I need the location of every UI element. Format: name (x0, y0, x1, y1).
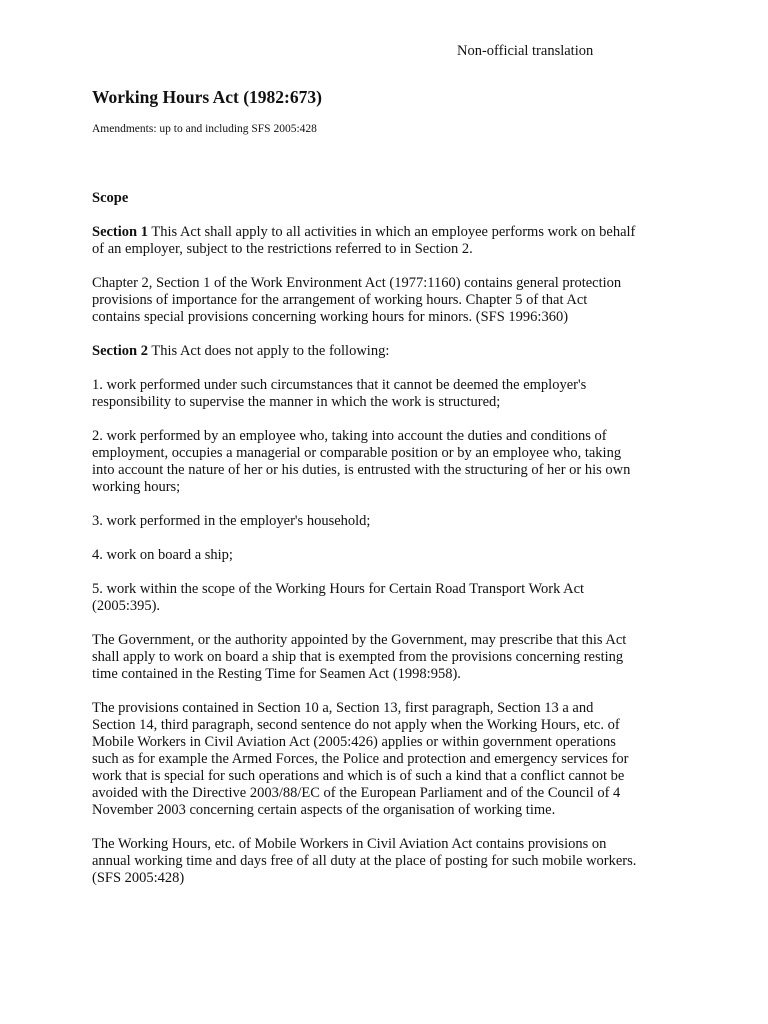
section-1-label: Section 1 (92, 224, 148, 240)
section-1-paragraph (92, 224, 637, 258)
aviation-paragraph: The Working Hours, etc. of Mobile Workers in Civil Aviation Act contains provisions on annual working time and days free of all duty at the place of posting for such mobile workers. (SFS 2005:428) (92, 836, 637, 886)
amendments-note: Amendments: up to and including SFS 2005:428 (92, 123, 317, 135)
government-paragraph: The Government, or the authority appointed by the Government, may prescribe that this Act shall apply to work on board a ship that is exempted from the provisions concerning resting time contained in the Resting Time for Seamen Act (1998:958). (92, 632, 627, 682)
chapter-2-paragraph: Chapter 2, Section 1 of the Work Environment Act (1977:1160) contains general protection provisions of importance for the arrangement of working hours. Chapter 5 of that Act contains special provisions concerning working hours for minors. (SFS 1996:360) (92, 275, 622, 325)
list-item-3: 3. work performed in the employer's household; (92, 513, 371, 529)
list-item-1: 1. work performed under such circumstances that it cannot be deemed the employer's responsibility to supervise the manner in which the work is structured; (92, 377, 587, 410)
scope-heading: Scope (92, 190, 129, 206)
section-2-paragraph (92, 343, 637, 360)
list-item-2: 2. work performed by an employee who, taking into account the duties and conditions of employment, occupies a managerial or comparable position or by an employee who, taking into account the nature of her or his duties, is entrusted with the structuring of her or his own working hours; (92, 428, 631, 495)
provisions-paragraph: The provisions contained in Section 10 a, Section 13, first paragraph, Section 13 a and Section 14, third paragraph, second sentence do not apply when the Working Hours, etc. of Mobile Workers in Civil Aviation Act (2005:426) applies or within government operations such as for example the Armed Forces, the Police and protection and emergency services for work that is special for such operations and which is of such a kind that a conflict cannot be avoided with the Directive 2003/88/EC of the European Parliament and of the Council of 4 November 2003 concerning certain aspects of the organisation of working time. (92, 700, 629, 818)
list-item-4: 4. work on board a ship; (92, 547, 233, 563)
translation-note: Non-official translation (457, 43, 594, 59)
document-title: Working Hours Act (1982:673) (92, 87, 322, 107)
section-2-label: Section 2 (92, 343, 148, 359)
list-item-5: 5. work within the scope of the Working Hours for Certain Road Transport Work Act (2005:395). (92, 581, 585, 614)
section-2-text: This Act does not apply to the following: (147, 343, 390, 359)
document-body (92, 86, 637, 904)
section-1-text: This Act shall apply to all activities in which an employee performs work on behalf of an employer, subject to the restrictions referred to in Section 2. (92, 224, 636, 257)
